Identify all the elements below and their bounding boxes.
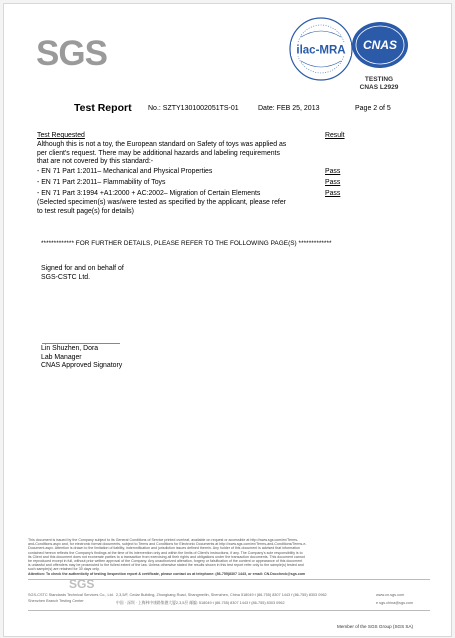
ilac-mra-text: ilac-MRA (296, 44, 346, 57)
disclaimer-line: be reproduced except in full, without prior written approval of the Company. Any unauthorized alteration, forgery or falsification of the content or appearance of this document (28, 559, 303, 564)
test-item: - EN 71 Part 3:1994 +A1:2000 + AC:2002– Migration of Certain Elements (37, 190, 261, 197)
footer-email: e sgs.china@sgs.com (376, 601, 414, 605)
result-heading: Result (325, 132, 345, 139)
footer-disclaimer (28, 538, 430, 576)
signing-company: SGS-CSTC Ltd. (41, 273, 91, 281)
signatory-title: Lab Manager (41, 353, 82, 361)
note-line: to test result page(s) for details) (37, 207, 134, 215)
test-item: - EN 71 Part 1:2011– Mechanical and Physical Properties (37, 168, 213, 175)
note-line: (Selected specimen(s) was/were tested as specified by the applicant, please refer (37, 199, 286, 206)
testing-label: TESTING (364, 76, 394, 83)
disclaimer-line: contained hereon reflects the Company's findings at the time of its intervention only and within the limits of Client's instructions, if any. The Company's sole responsibility is to (28, 550, 303, 555)
report-number: No.: SZTY1301002051TS-01 (148, 105, 239, 112)
sgs-group-member-note: Member of the SGS Group (SGS SA) (337, 624, 414, 629)
accreditation-label (344, 76, 414, 92)
signatory-role: CNAS Approved Signatory (41, 362, 123, 370)
disclaimer-line: This document is issued by the Company subject to its General Conditions of Service printed overleaf, available on request or accessible at http://www.sgs.com/en/Terms- (28, 538, 299, 542)
signatory-name: Lin Shuzhen, Dora (41, 345, 99, 352)
report-page (3, 3, 452, 637)
footer-website: www.cn.sgs.com (376, 593, 405, 597)
requested-line: that are not covered by this standard:- (37, 158, 154, 166)
footer-company-line: Shenzhen Branch Testing Center (28, 599, 84, 603)
test-requested-heading: Test Requested (37, 132, 85, 139)
requested-line: per client's request. There may be additional hazards and labeling requirements (37, 149, 280, 157)
disclaimer-line: such sample(s) are retained for 30 days only. (28, 567, 100, 572)
disclaimer-line: Document.aspx. Attention is drawn to the limitation of liability, indemnification and jurisdiction issues defined therein. Any holder of this document is advised that information (28, 546, 301, 551)
ilac-mra-seal-icon (287, 15, 355, 83)
footer-divider (28, 610, 430, 611)
cnas-number: CNAS L2929 (359, 84, 399, 91)
report-title: Test Report (74, 102, 132, 114)
further-details-notice: ************* FOR FURTHER DETAILS, PLEASE REFER TO THE FOLLOWING PAGE(S) ************* (41, 240, 332, 247)
signature-line (42, 343, 120, 344)
test-result: Pass (325, 179, 341, 186)
signed-on-behalf: Signed for and on behalf of (41, 265, 124, 272)
test-result: Pass (325, 190, 341, 197)
test-item: - EN 71 Part 2:2011– Flammability of Toys (37, 179, 166, 186)
cnas-text: CNAS (362, 38, 398, 52)
disclaimer-line: and-Conditions.aspx and, for electronic format documents, subject to Terms and Conditions for Electronic Documents at http://www.sgs.com/en/Terms-and-Conditions/Terms-e- (28, 542, 307, 547)
footer-address-cn: 中国 · 深圳 · 上梅林中康路集德大厦2,3,5层 邮编: 518049 t (86-755) 8307 1443 f (86-755) 8303 0962 (116, 601, 285, 605)
authenticity-line: Attention: To check the authenticity of testing /inspection report & certificate, please contact us at telephone: (86-755)8307 1443, or email: CN.Doccheck@sgs.com (28, 571, 306, 576)
requested-line: Although this is not a toy, the European standard on Safety of toys was applied as (37, 141, 287, 148)
page-number: Page 2 of 5 (355, 105, 391, 112)
sgs-logo: SGS (36, 34, 107, 73)
report-date: Date: FEB 25, 2013 (258, 105, 320, 112)
test-result: Pass (325, 168, 341, 175)
disclaimer-line: is unlawful and offenders may be prosecuted to the fullest extent of the law. Unless otherwise stated the results shown in this test report refer only to the sample(s) tested and (28, 563, 304, 568)
footer-sgs-logo: SGS (69, 577, 95, 591)
cnas-seal-icon (349, 19, 411, 71)
disclaimer-line: its Client and this document does not exonerate parties to a transaction from exercising all their rights and obligations under the transaction documents. This document cannot (28, 554, 305, 559)
footer-address-en: 2,3,5/F, Cedar Building, Zhongkang Road, Shangmeilin, Shenzhen, China 518049 t (86-755) 8307 1443 f (86-755) 8303 0962 (116, 593, 327, 597)
footer-company-line: SGS-CSTC Standards Technical Services Co., Ltd. (28, 593, 114, 597)
